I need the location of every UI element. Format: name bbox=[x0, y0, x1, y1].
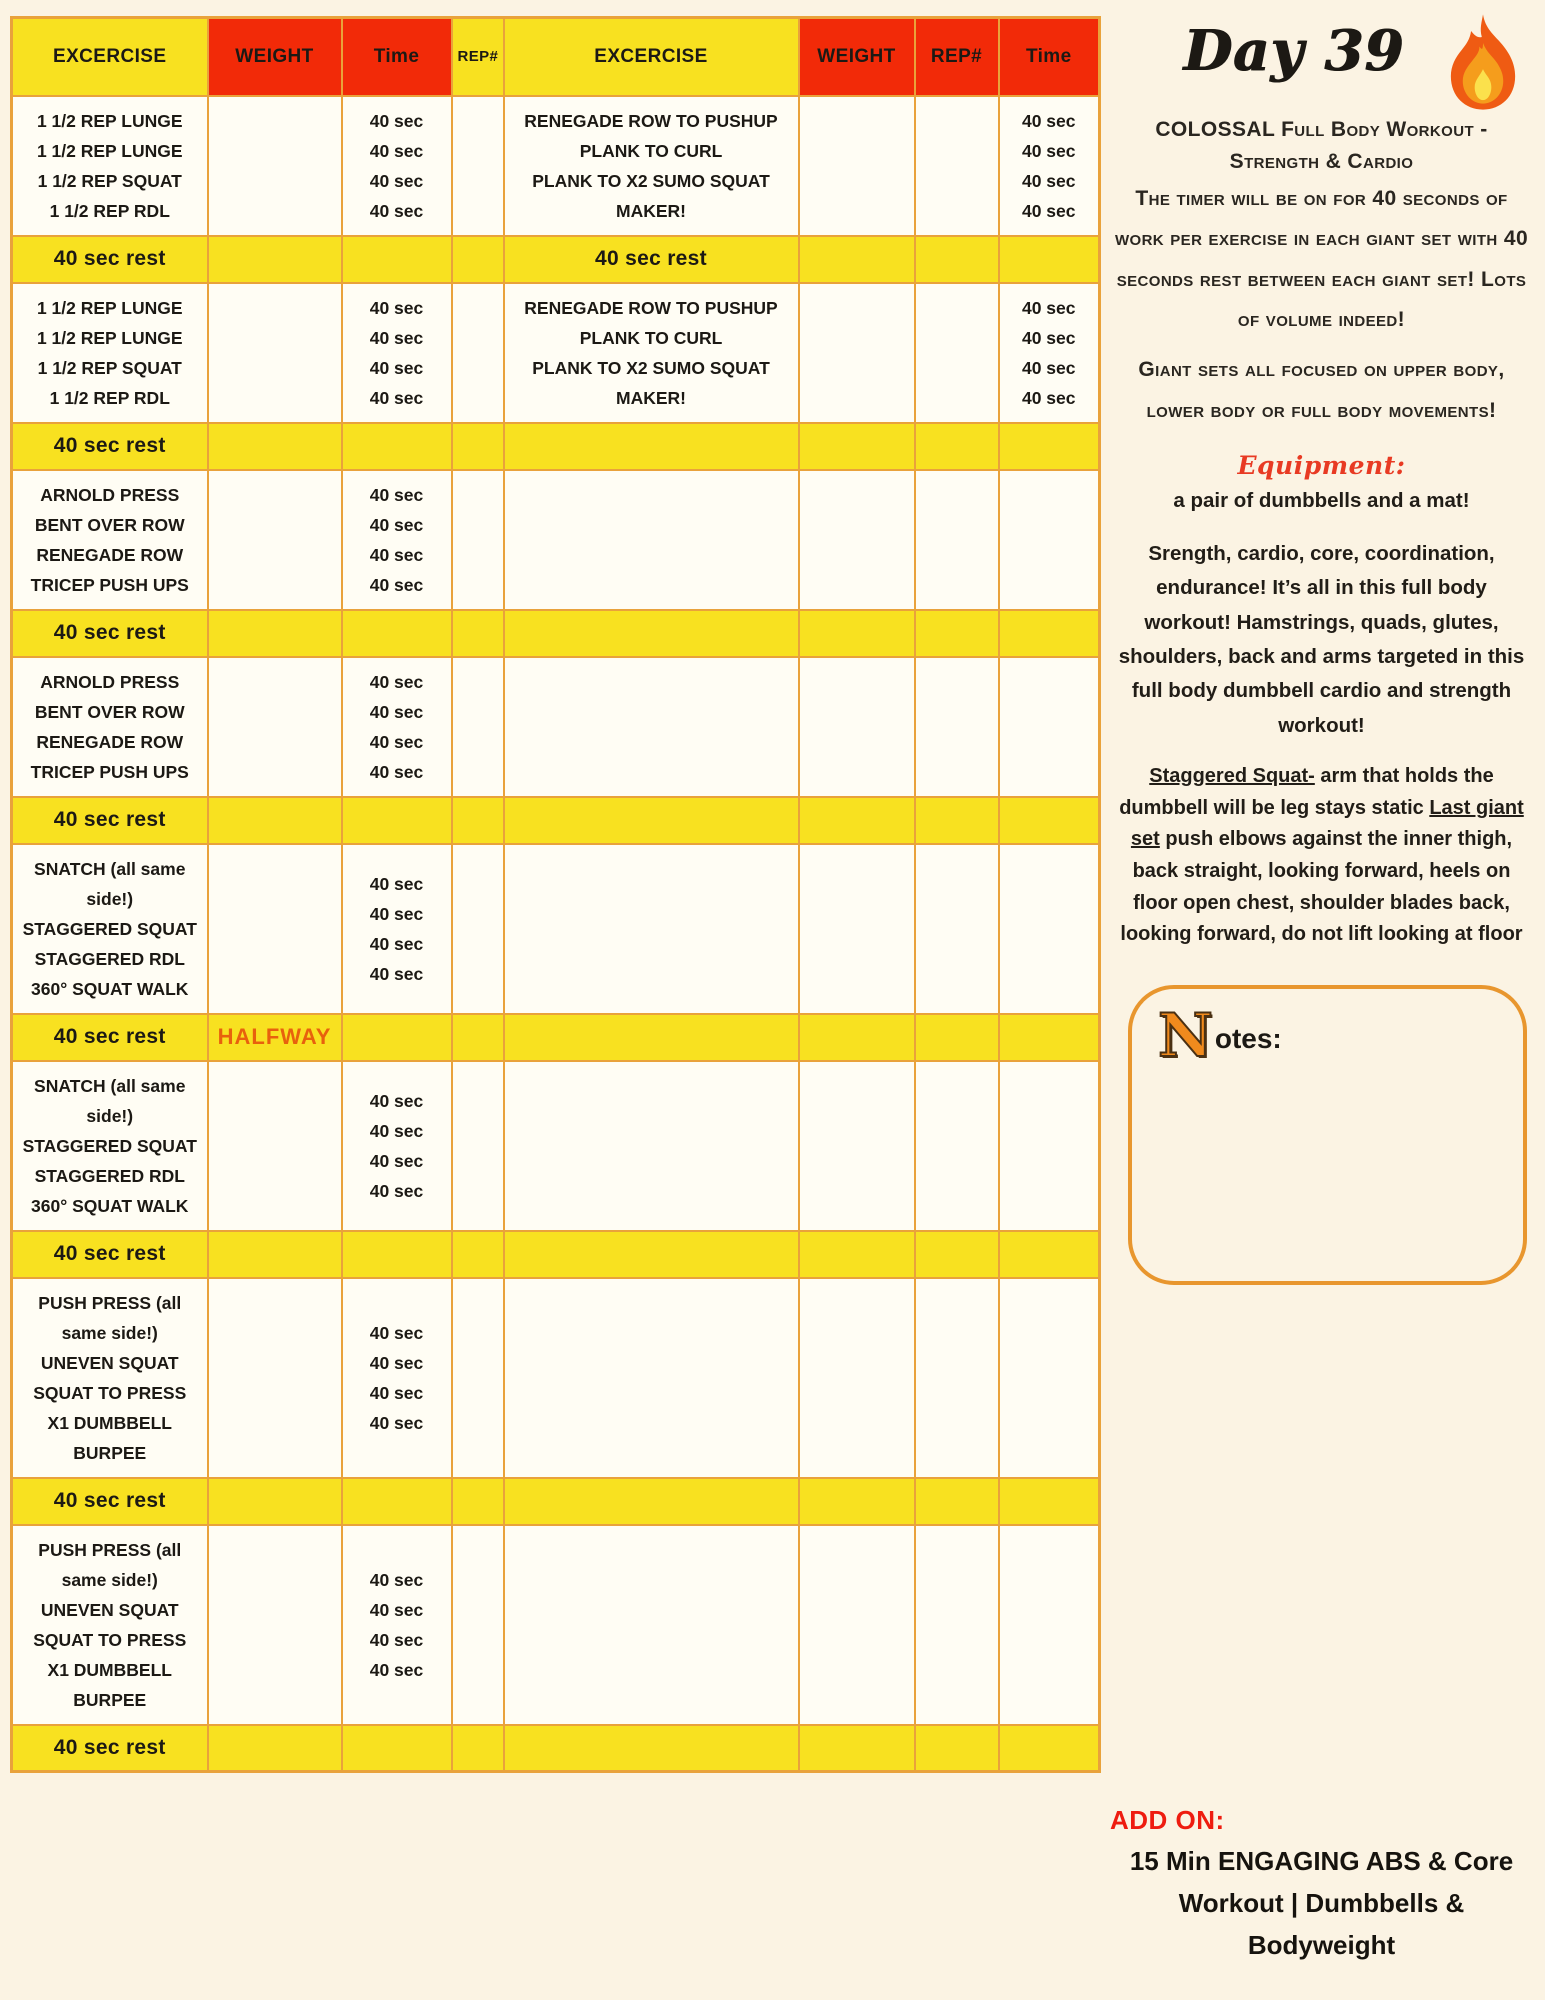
rest-blank-cell bbox=[915, 1478, 999, 1525]
exercise-name: UNEVEN SQUAT bbox=[40, 1352, 179, 1373]
page-title: Day 39 bbox=[1183, 18, 1404, 84]
exercise-name: 1 1/2 REP LUNGE bbox=[36, 297, 183, 318]
rest-label: 40 sec rest bbox=[53, 1025, 166, 1048]
exercise-cell-2 bbox=[504, 470, 799, 610]
time-value: 40 sec bbox=[369, 1412, 424, 1433]
time-value: 40 sec bbox=[369, 297, 424, 318]
addon-section bbox=[1110, 1804, 1529, 1966]
time-value: 40 sec bbox=[369, 140, 424, 161]
rep-fill-cell bbox=[452, 657, 504, 797]
exercise-name: TRICEP PUSH UPS bbox=[30, 761, 189, 782]
time-cell bbox=[342, 844, 452, 1014]
rep-fill-cell-2 bbox=[915, 1525, 999, 1725]
weight-fill-cell-2 bbox=[799, 1525, 915, 1725]
time-value: 40 sec bbox=[369, 574, 424, 595]
rest-row bbox=[12, 236, 1100, 283]
exercise-cell-2 bbox=[504, 1061, 799, 1231]
sidebar bbox=[1108, 0, 1545, 2000]
weight-fill-cell bbox=[208, 470, 342, 610]
exercise-name: SNATCH (all same side!) bbox=[34, 1075, 186, 1126]
exercise-cell bbox=[12, 470, 208, 610]
time-value: 40 sec bbox=[369, 1322, 424, 1343]
time-cell bbox=[342, 283, 452, 423]
time-cell bbox=[342, 470, 452, 610]
rest-label: 40 sec rest bbox=[53, 434, 166, 457]
table-body bbox=[12, 96, 1100, 1772]
header-time-1: Time bbox=[342, 18, 452, 96]
halfway-cell bbox=[208, 1725, 342, 1772]
rest-blank-cell bbox=[999, 423, 1100, 470]
time-value: 40 sec bbox=[369, 327, 424, 348]
rest-label-mid: 40 sec rest bbox=[595, 247, 707, 270]
rest-blank-cell bbox=[999, 610, 1100, 657]
underlined-term-staggered-squat: Staggered Squat- bbox=[1149, 765, 1315, 788]
header-time-2: Time bbox=[999, 18, 1100, 96]
rest-blank-cell bbox=[999, 236, 1100, 283]
exercise-name: STAGGERED SQUAT bbox=[22, 918, 197, 939]
time-value: 40 sec bbox=[369, 701, 424, 722]
weight-fill-cell-2 bbox=[799, 844, 915, 1014]
giant-set-row bbox=[12, 1278, 1100, 1478]
weight-fill-cell-2 bbox=[799, 96, 915, 236]
rest-label-cell bbox=[12, 1014, 208, 1061]
time-cell bbox=[342, 1525, 452, 1725]
workout-description: Srength, cardio, core, coordination, endurance! It’s all in this full body workout! Hamstrings, quads, glutes, shoulders, back and arms targeted in this full body dumbbell cardio and strength workout! bbox=[1118, 541, 1525, 737]
time-value: 40 sec bbox=[369, 170, 424, 191]
exercise-name: 1 1/2 REP LUNGE bbox=[36, 140, 183, 161]
time-cell-2 bbox=[999, 470, 1100, 610]
exercise-name: SQUAT TO PRESS bbox=[33, 1382, 187, 1403]
weight-fill-cell bbox=[208, 283, 342, 423]
exercise-cell bbox=[12, 844, 208, 1014]
rep-fill-cell bbox=[452, 283, 504, 423]
title-row bbox=[1114, 10, 1529, 112]
time-value: 40 sec bbox=[369, 1150, 424, 1171]
exercise-name: UNEVEN SQUAT bbox=[40, 1599, 179, 1620]
header-rep-2: REP# bbox=[915, 18, 999, 96]
rest-blank-cell bbox=[915, 1725, 999, 1772]
rest-blank-cell bbox=[452, 797, 504, 844]
weight-fill-cell-2 bbox=[799, 657, 915, 797]
rest-label-cell bbox=[12, 1478, 208, 1525]
rest-mid-cell bbox=[504, 1478, 799, 1525]
time-value: 40 sec bbox=[369, 1599, 424, 1620]
exercise-cell bbox=[12, 96, 208, 236]
giant-set-row bbox=[12, 1525, 1100, 1725]
halfway-cell bbox=[208, 797, 342, 844]
exercise-name: STAGGERED RDL bbox=[34, 948, 185, 969]
exercise-name: PUSH PRESS (all same side!) bbox=[38, 1292, 182, 1343]
exercise-name: RENEGADE ROW bbox=[36, 731, 184, 752]
time-cell bbox=[342, 657, 452, 797]
header-rep-1: REP# bbox=[452, 18, 504, 96]
underlined-term-last-giant-set: Last giant set bbox=[1130, 796, 1524, 851]
exercise-name: RENEGADE ROW TO PUSHUP bbox=[524, 297, 778, 318]
time-value: 40 sec bbox=[1021, 297, 1076, 318]
rest-blank-cell bbox=[342, 423, 452, 470]
time-value: 40 sec bbox=[369, 1659, 424, 1680]
halfway-cell bbox=[208, 236, 342, 283]
exercise-name: X1 DUMBBELL BURPEE bbox=[47, 1412, 172, 1463]
time-cell-2 bbox=[999, 1061, 1100, 1231]
weight-fill-cell bbox=[208, 1061, 342, 1231]
rep-fill-cell bbox=[452, 844, 504, 1014]
exercise-cell-2 bbox=[504, 1278, 799, 1478]
header-weight-2: WEIGHT bbox=[799, 18, 915, 96]
time-value: 40 sec bbox=[1021, 170, 1076, 191]
exercise-name: ARNOLD PRESS bbox=[40, 671, 180, 692]
rest-blank-cell bbox=[342, 1014, 452, 1061]
rest-blank-cell bbox=[999, 1231, 1100, 1278]
rest-blank-cell bbox=[799, 1478, 915, 1525]
exercise-name: 1 1/2 REP LUNGE bbox=[36, 327, 183, 348]
header-row bbox=[12, 18, 1100, 96]
exercise-name: PLANK TO CURL bbox=[579, 327, 723, 348]
notes-label: otes: bbox=[1214, 1022, 1282, 1054]
time-value: 40 sec bbox=[369, 1352, 424, 1373]
equipment-heading: Equipment: bbox=[1237, 450, 1406, 480]
rest-blank-cell bbox=[915, 610, 999, 657]
rest-label: 40 sec rest bbox=[53, 1735, 166, 1759]
rest-mid-cell bbox=[504, 797, 799, 844]
exercise-name: TRICEP PUSH UPS bbox=[30, 574, 189, 595]
rep-fill-cell-2 bbox=[915, 96, 999, 236]
addon-text: 15 Min ENGAGING ABS & Core Workout | Dumbbells & Bodyweight bbox=[1129, 1845, 1514, 1960]
rest-blank-cell bbox=[999, 1014, 1100, 1061]
rest-blank-cell bbox=[799, 423, 915, 470]
rest-row bbox=[12, 423, 1100, 470]
rest-label-cell bbox=[12, 610, 208, 657]
rest-blank-cell bbox=[452, 423, 504, 470]
rep-fill-cell-2 bbox=[915, 1061, 999, 1231]
time-value: 40 sec bbox=[1021, 140, 1076, 161]
time-value: 40 sec bbox=[369, 873, 424, 894]
rest-label-cell bbox=[12, 797, 208, 844]
rest-blank-cell bbox=[799, 236, 915, 283]
exercise-name: 1 1/2 REP LUNGE bbox=[36, 110, 183, 131]
time-value: 40 sec bbox=[369, 110, 424, 131]
rest-label-cell bbox=[12, 236, 208, 283]
halfway-label: HALFWAY bbox=[217, 1024, 332, 1049]
rest-blank-cell bbox=[799, 1725, 915, 1772]
time-value: 40 sec bbox=[1021, 327, 1076, 348]
time-cell-2 bbox=[999, 96, 1100, 236]
rest-blank-cell bbox=[915, 797, 999, 844]
exercise-name: PLANK TO X2 SUMO SQUAT bbox=[532, 357, 770, 378]
rest-mid-cell bbox=[504, 236, 799, 283]
rest-label-cell bbox=[12, 1231, 208, 1278]
header-exercise-2: EXCERCISE bbox=[504, 18, 799, 96]
exercise-cell bbox=[12, 1525, 208, 1725]
exercise-name: RENEGADE ROW bbox=[36, 544, 184, 565]
time-value: 40 sec bbox=[369, 1120, 424, 1141]
rest-blank-cell bbox=[452, 1478, 504, 1525]
timer-note: The timer will be on for 40 seconds of work per exercise in each giant set with 40 seconds rest between each giant set! Lots of volume indeed! bbox=[1114, 187, 1529, 331]
header-exercise-1: EXCERCISE bbox=[12, 18, 208, 96]
exercise-name: X1 DUMBBELL BURPEE bbox=[47, 1659, 172, 1710]
time-cell bbox=[342, 1278, 452, 1478]
giant-set-row bbox=[12, 844, 1100, 1014]
time-cell bbox=[342, 1061, 452, 1231]
giant-sets-note: Giant sets all focused on upper body, lower body or full body movements! bbox=[1138, 358, 1505, 422]
exercise-name: BENT OVER ROW bbox=[34, 514, 185, 535]
notes-initial-letter: N bbox=[1158, 1000, 1213, 1071]
weight-fill-cell-2 bbox=[799, 470, 915, 610]
weight-fill-cell-2 bbox=[799, 283, 915, 423]
rest-mid-cell bbox=[504, 610, 799, 657]
rest-blank-cell bbox=[452, 610, 504, 657]
time-cell-2 bbox=[999, 283, 1100, 423]
rep-fill-cell bbox=[452, 1061, 504, 1231]
weight-fill-cell-2 bbox=[799, 1278, 915, 1478]
exercise-cell-2 bbox=[504, 1525, 799, 1725]
time-value: 40 sec bbox=[1021, 387, 1076, 408]
rest-blank-cell bbox=[915, 1014, 999, 1061]
rest-blank-cell bbox=[999, 1725, 1100, 1772]
time-value: 40 sec bbox=[369, 1629, 424, 1650]
rest-label: 40 sec rest bbox=[53, 1489, 166, 1512]
rep-fill-cell-2 bbox=[915, 283, 999, 423]
rest-blank-cell bbox=[342, 1725, 452, 1772]
time-value: 40 sec bbox=[1021, 200, 1076, 221]
exercise-cell-2 bbox=[504, 96, 799, 236]
exercise-name: STAGGERED SQUAT bbox=[22, 1135, 197, 1156]
exercise-cell bbox=[12, 1061, 208, 1231]
rest-blank-cell bbox=[342, 797, 452, 844]
rest-row bbox=[12, 1725, 1100, 1772]
time-value: 40 sec bbox=[369, 933, 424, 954]
rest-row bbox=[12, 1231, 1100, 1278]
time-value: 40 sec bbox=[369, 200, 424, 221]
exercise-cell bbox=[12, 657, 208, 797]
exercise-name: 360° SQUAT WALK bbox=[31, 978, 189, 999]
rest-row bbox=[12, 610, 1100, 657]
exercise-name: 1 1/2 REP RDL bbox=[49, 387, 170, 408]
time-value: 40 sec bbox=[369, 1090, 424, 1111]
header-weight-1: WEIGHT bbox=[208, 18, 342, 96]
rest-row bbox=[12, 1478, 1100, 1525]
time-cell-2 bbox=[999, 1525, 1100, 1725]
exercise-name: BENT OVER ROW bbox=[34, 701, 185, 722]
rep-fill-cell-2 bbox=[915, 657, 999, 797]
flame-icon bbox=[1439, 12, 1527, 112]
rest-blank-cell bbox=[915, 1231, 999, 1278]
exercise-name: 1 1/2 REP SQUAT bbox=[37, 357, 182, 378]
giant-set-row bbox=[12, 470, 1100, 610]
rest-blank-cell bbox=[799, 610, 915, 657]
exercise-cell-2 bbox=[504, 283, 799, 423]
form-tips bbox=[1114, 761, 1529, 951]
exercise-name: MAKER! bbox=[616, 200, 686, 221]
time-cell-2 bbox=[999, 657, 1100, 797]
rest-blank-cell bbox=[915, 423, 999, 470]
halfway-cell bbox=[208, 1014, 342, 1061]
rest-blank-cell bbox=[799, 797, 915, 844]
time-value: 40 sec bbox=[369, 671, 424, 692]
time-value: 40 sec bbox=[369, 544, 424, 565]
rep-fill-cell bbox=[452, 96, 504, 236]
giant-set-row bbox=[12, 657, 1100, 797]
time-value: 40 sec bbox=[369, 731, 424, 752]
rest-blank-cell bbox=[999, 1478, 1100, 1525]
time-value: 40 sec bbox=[369, 484, 424, 505]
giant-set-row bbox=[12, 283, 1100, 423]
rep-fill-cell bbox=[452, 470, 504, 610]
notes-box bbox=[1128, 985, 1527, 1285]
weight-fill-cell bbox=[208, 1525, 342, 1725]
rest-mid-cell bbox=[504, 1231, 799, 1278]
exercise-name: PUSH PRESS (all same side!) bbox=[38, 1539, 182, 1590]
halfway-cell bbox=[208, 1478, 342, 1525]
weight-fill-cell bbox=[208, 657, 342, 797]
halfway-cell bbox=[208, 1231, 342, 1278]
exercise-cell-2 bbox=[504, 657, 799, 797]
rest-mid-cell bbox=[504, 1725, 799, 1772]
exercise-name: RENEGADE ROW TO PUSHUP bbox=[524, 110, 778, 131]
exercise-name: PLANK TO X2 SUMO SQUAT bbox=[532, 170, 770, 191]
time-cell-2 bbox=[999, 844, 1100, 1014]
rep-fill-cell-2 bbox=[915, 1278, 999, 1478]
time-value: 40 sec bbox=[369, 1180, 424, 1201]
halfway-cell bbox=[208, 423, 342, 470]
time-value: 40 sec bbox=[1021, 110, 1076, 131]
rest-blank-cell bbox=[799, 1231, 915, 1278]
time-cell bbox=[342, 96, 452, 236]
rest-mid-cell bbox=[504, 1014, 799, 1061]
rest-label: 40 sec rest bbox=[53, 621, 166, 644]
time-value: 40 sec bbox=[369, 387, 424, 408]
tip-text-2: push elbows against the inner thigh, back straight, looking forward, heels on floor open chest, shoulder blades back, looking forward, do not lift looking at floor bbox=[1120, 828, 1523, 946]
weight-fill-cell-2 bbox=[799, 1061, 915, 1231]
rest-mid-cell bbox=[504, 423, 799, 470]
weight-fill-cell bbox=[208, 1278, 342, 1478]
time-value: 40 sec bbox=[369, 357, 424, 378]
rest-blank-cell bbox=[999, 797, 1100, 844]
rest-blank-cell bbox=[342, 610, 452, 657]
time-value: 40 sec bbox=[369, 761, 424, 782]
rest-label: 40 sec rest bbox=[53, 808, 166, 831]
exercise-name: STAGGERED RDL bbox=[34, 1165, 185, 1186]
exercise-name: SNATCH (all same side!) bbox=[34, 858, 186, 909]
exercise-name: ARNOLD PRESS bbox=[40, 484, 180, 505]
rest-blank-cell bbox=[799, 1014, 915, 1061]
rest-blank-cell bbox=[452, 1014, 504, 1061]
rep-fill-cell bbox=[452, 1278, 504, 1478]
giant-set-row bbox=[12, 1061, 1100, 1231]
rest-blank-cell bbox=[452, 236, 504, 283]
rep-fill-cell bbox=[452, 1525, 504, 1725]
time-value: 40 sec bbox=[369, 903, 424, 924]
exercise-cell bbox=[12, 1278, 208, 1478]
rest-label: 40 sec rest bbox=[53, 247, 166, 270]
rest-blank-cell bbox=[452, 1725, 504, 1772]
exercise-name: 360° SQUAT WALK bbox=[31, 1195, 189, 1216]
rest-blank-cell bbox=[342, 236, 452, 283]
rest-label-cell bbox=[12, 423, 208, 470]
time-value: 40 sec bbox=[369, 514, 424, 535]
rest-row bbox=[12, 797, 1100, 844]
rep-fill-cell-2 bbox=[915, 844, 999, 1014]
rest-row bbox=[12, 1014, 1100, 1061]
workout-subtitle: COLOSSAL Full Body Workout - Strength & Cardio bbox=[1155, 118, 1488, 173]
time-cell-2 bbox=[999, 1278, 1100, 1478]
rest-blank-cell bbox=[342, 1478, 452, 1525]
weight-fill-cell bbox=[208, 844, 342, 1014]
exercise-name: SQUAT TO PRESS bbox=[33, 1629, 187, 1650]
addon-heading: ADD ON: bbox=[1110, 1804, 1225, 1835]
time-value: 40 sec bbox=[369, 963, 424, 984]
rest-blank-cell bbox=[915, 236, 999, 283]
workout-table bbox=[10, 16, 1101, 1773]
exercise-cell bbox=[12, 283, 208, 423]
rest-blank-cell bbox=[342, 1231, 452, 1278]
rep-fill-cell-2 bbox=[915, 470, 999, 610]
exercise-cell-2 bbox=[504, 844, 799, 1014]
rest-label-cell bbox=[12, 1725, 208, 1772]
time-value: 40 sec bbox=[369, 1569, 424, 1590]
rest-blank-cell bbox=[452, 1231, 504, 1278]
time-value: 40 sec bbox=[1021, 357, 1076, 378]
exercise-name: PLANK TO CURL bbox=[579, 140, 723, 161]
exercise-name: MAKER! bbox=[616, 387, 686, 408]
rest-label: 40 sec rest bbox=[53, 1242, 166, 1265]
halfway-cell bbox=[208, 610, 342, 657]
exercise-name: 1 1/2 REP SQUAT bbox=[37, 170, 182, 191]
giant-set-row bbox=[12, 96, 1100, 236]
weight-fill-cell bbox=[208, 96, 342, 236]
time-value: 40 sec bbox=[369, 1382, 424, 1403]
exercise-name: 1 1/2 REP RDL bbox=[49, 200, 170, 221]
equipment-text: a pair of dumbbells and a mat! bbox=[1173, 488, 1470, 512]
tip-text-1: arm that holds the dumbbell will be leg stays static bbox=[1119, 765, 1494, 819]
